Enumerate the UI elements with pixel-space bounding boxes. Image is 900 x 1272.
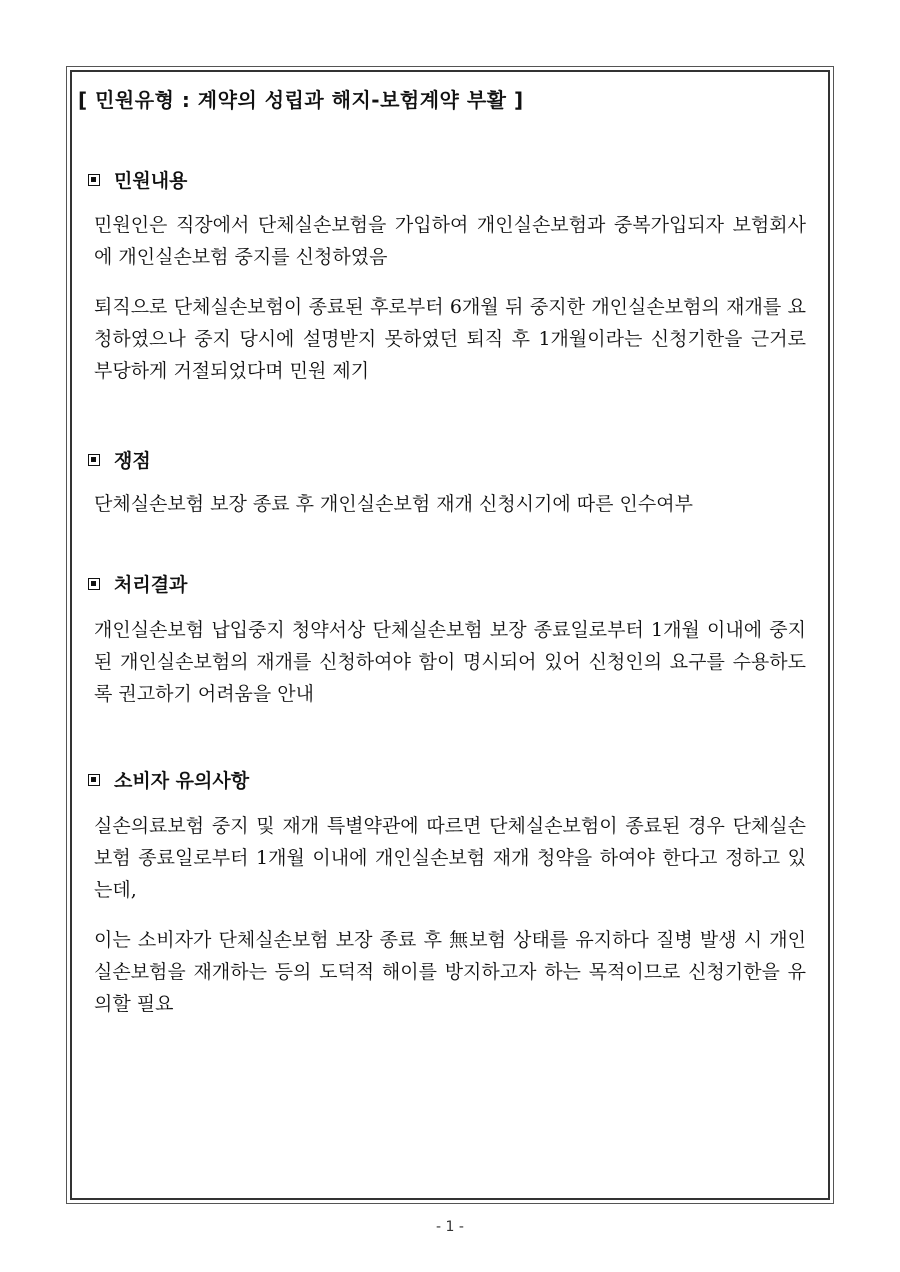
section-heading-consumer-notice — [88, 766, 249, 793]
document-title: [ 민원유형 : 계약의 성립과 해지-보험계약 부활 ] — [78, 88, 524, 112]
square-bullet-icon — [88, 454, 100, 466]
section-heading-label: 쟁점 — [114, 450, 151, 472]
square-bullet-icon — [88, 174, 100, 186]
section-heading-result — [88, 570, 187, 597]
complaint-paragraph-1: 민원인은 직장에서 단체실손보험을 가입하여 개인실손보험과 중복가입되자 보험회사에 개인실손보험 중지를 신청하였음 — [94, 214, 806, 268]
section-heading-label: 소비자 유의사항 — [114, 770, 250, 792]
square-bullet-icon — [88, 578, 100, 590]
issue-paragraph-1: 단체실손보험 보장 종료 후 개인실손보험 재개 신청시기에 따른 인수여부 — [94, 493, 693, 515]
section-heading-label: 처리결과 — [114, 574, 188, 596]
square-bullet-icon — [88, 774, 100, 786]
result-paragraph-1: 개인실손보험 납입중지 청약서상 단체실손보험 보장 종료일로부터 1개월 이내에 중지된 개인실손보험의 재개를 신청하여야 함이 명시되어 있어 신청인의 요구를 수용하도록 권고하기 어려움을 안내 — [94, 619, 806, 705]
notice-paragraph-1: 실손의료보험 중지 및 재개 특별약관에 따르면 단체실손보험이 종료된 경우 단체실손보험 종료일로부터 1개월 이내에 개인실손보험 재개 청약을 하여야 한다고 정하고 있는데, — [94, 815, 806, 901]
complaint-paragraph-2: 퇴직으로 단체실손보험이 종료된 후로부터 6개월 뒤 중지한 개인실손보험의 재개를 요청하였으나 중지 당시에 설명받지 못하였던 퇴직 후 1개월이라는 신청기한을 근거로 부당하게 거절되었다며 민원 제기 — [94, 296, 806, 382]
section-heading-complaint — [88, 166, 187, 193]
notice-paragraph-2: 이는 소비자가 단체실손보험 보장 종료 후 無보험 상태를 유지하다 질병 발생 시 개인실손보험을 재개하는 등의 도덕적 해이를 방지하고자 하는 목적이므로 신청기한을 유의할 필요 — [94, 929, 806, 1015]
section-heading-issue — [88, 446, 151, 473]
section-heading-label: 민원내용 — [114, 170, 188, 192]
page-number: - 1 - — [436, 1219, 464, 1235]
